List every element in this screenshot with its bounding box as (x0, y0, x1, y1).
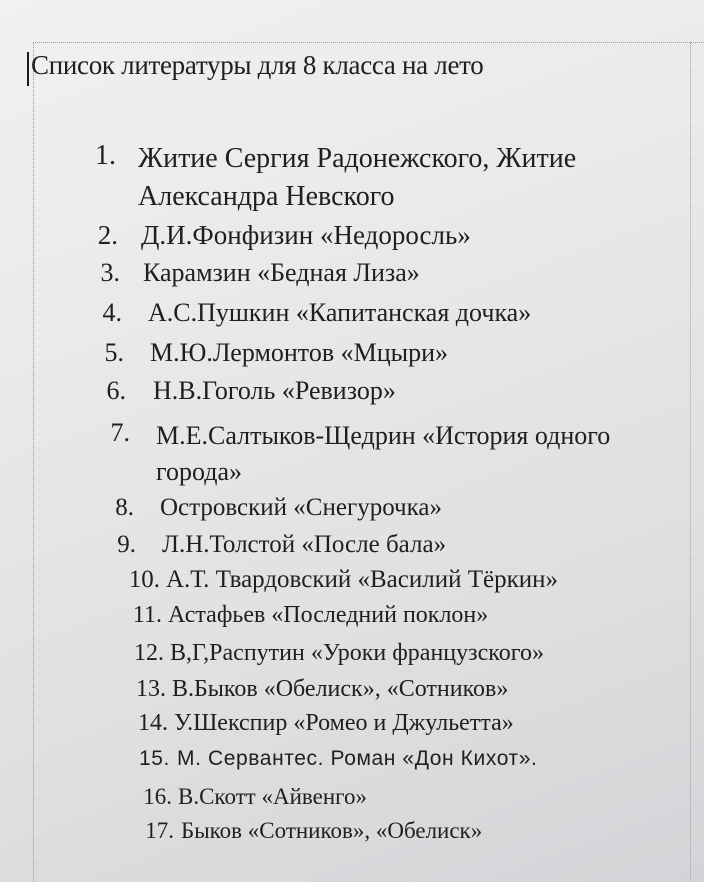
list-item[interactable] (0, 140, 704, 216)
list-item-number: 12. (134, 640, 164, 666)
list-item[interactable] (0, 338, 704, 374)
list-item-number: 8. (115, 494, 134, 521)
list-item[interactable] (0, 376, 704, 412)
list-item-number: 2. (97, 220, 118, 250)
list-item-text: А.Т. Твардовский «Василий Тёркин» (166, 566, 558, 593)
list-item-text: Астафьев «Последний поклон» (168, 602, 489, 628)
list-item-text: Д.И.Фонфизин «Недоросль» (141, 220, 471, 250)
list-item-text: В,Г,Распутин «Уроки французского» (170, 640, 544, 666)
list-item-number: 16. (143, 784, 172, 809)
list-item-text: Быков «Сотников», «Обелиск» (181, 818, 483, 843)
list-item-text: Карамзин «Бедная Лиза» (143, 258, 420, 287)
list-item-text: В.Быков «Обелиск», «Сотников» (172, 676, 509, 702)
list-item[interactable] (0, 676, 704, 710)
list-item[interactable] (0, 531, 704, 565)
list-item[interactable] (0, 418, 704, 492)
list-item-number: 11. (132, 602, 162, 628)
list-item[interactable] (0, 566, 704, 600)
list-item-text: М.Ю.Лермонтов «Мцыри» (150, 338, 449, 367)
list-item-number: 10. (128, 566, 160, 593)
list-item-text: М.Е.Салтыков-Щедрин «История одного города» (156, 421, 611, 486)
list-item[interactable] (0, 818, 704, 850)
list-item-text: В.Скотт «Айвенго» (178, 784, 368, 809)
list-item-number: 13. (136, 676, 166, 702)
list-item[interactable] (0, 258, 704, 294)
list-item-text: М. Сервантес. Роман «Дон Кихот». (177, 747, 538, 770)
list-item-text: Л.Н.Толстой «После бала» (162, 531, 447, 558)
list-item-number: 15. (139, 747, 170, 770)
list-item-text: У.Шекспир «Ромео и Джульетта» (174, 710, 514, 736)
list-item[interactable] (0, 747, 704, 779)
list-item-number: 4. (102, 298, 122, 327)
list-item-number: 14. (138, 710, 168, 736)
list-item-number: 9. (117, 531, 136, 558)
list-item-number: 17. (145, 818, 174, 843)
list-item[interactable] (0, 298, 704, 334)
list-item-text: Житие Сергия Радонежского, Житие Александра Невского (138, 143, 577, 212)
list-item[interactable] (0, 494, 704, 528)
list-item-number: 3. (100, 258, 120, 287)
list-item[interactable] (0, 602, 704, 636)
list-item[interactable] (0, 784, 704, 816)
document-title[interactable]: Список литературы для 8 класса на лето (31, 50, 484, 80)
list-item-number: 7. (110, 418, 130, 447)
list-item[interactable] (0, 710, 704, 744)
list-item-text: А.С.Пушкин «Капитанская дочка» (148, 298, 532, 327)
list-item[interactable] (0, 220, 704, 256)
list-item-text: Островский «Снегурочка» (160, 494, 442, 521)
list-item-number: 6. (106, 376, 126, 405)
list-item-number: 5. (104, 338, 124, 367)
list-item-text: Н.В.Гоголь «Ревизор» (153, 376, 396, 405)
list-item[interactable] (0, 640, 704, 674)
list-item-number: 1. (95, 140, 116, 171)
